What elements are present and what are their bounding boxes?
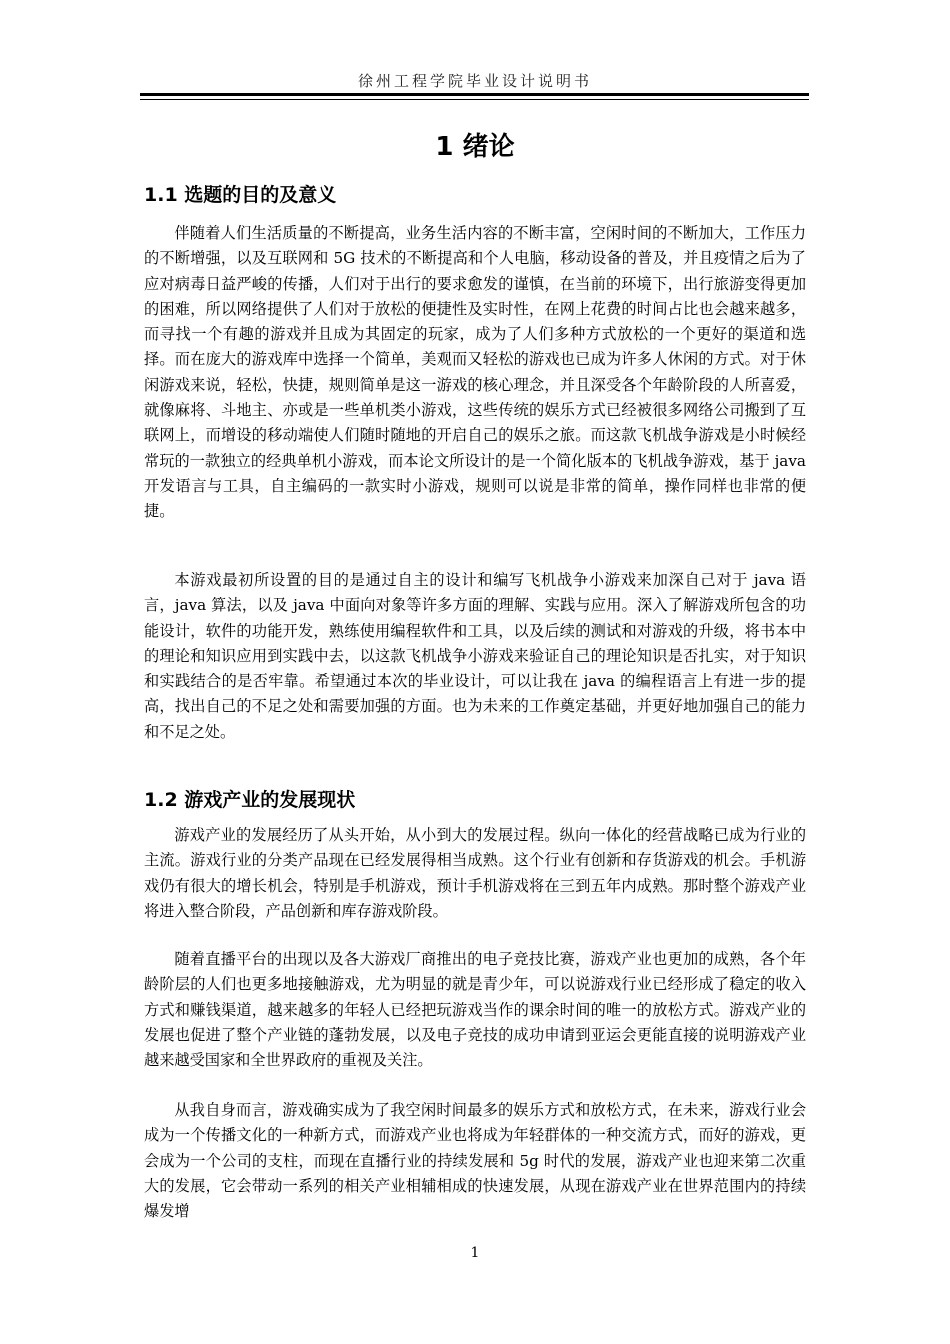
page-number: 1 xyxy=(470,1245,480,1261)
running-header: 徐州工程学院毕业设计说明书 xyxy=(357,72,592,90)
body-paragraph: 从我自身而言，游戏确实成为了我空闲时间最多的娱乐方式和放松方式，在未来，游戏行业会成为一个传播文化的一种新方式，而游戏产业也将成为年轻群体的一种交流方式，而好的游戏，更会成为一个公司的支柱，而现在直播行业的持续发展和 5g 时代的发展，游戏产业也迎来第二次重大的发展，它会带动一系列的相关产业相辅相成的快速发展，从现在游戏产业在世界范围内的持续爆发增 xyxy=(144,1101,806,1221)
section-heading-1-2: 1.2 游戏产业的发展现状 xyxy=(144,789,356,811)
chapter-title: 1 绪论 xyxy=(435,132,515,162)
section-heading-1-1: 1.1 选题的目的及意义 xyxy=(144,184,337,206)
body-paragraph: 游戏产业的发展经历了从头开始，从小到大的发展过程。纵向一体化的经营战略已成为行业的主流。游戏行业的分类产品现在已经发展得相当成熟。这个行业有创新和存货游戏的机会。手机游戏仍有很大的增长机会，特别是手机游戏，预计手机游戏将在三到五年内成熟。那时整个游戏产业将进入整合阶段，产品创新和库存游戏阶段。 xyxy=(144,826,806,920)
body-paragraph: 随着直播平台的出现以及各大游戏厂商推出的电子竞技比赛，游戏产业也更加的成熟，各个年龄阶层的人们也更多地接触游戏，尤为明显的就是青少年，可以说游戏行业已经形成了稳定的收入方式和赚钱渠道，越来越多的年轻人已经把玩游戏当作的课余时间的唯一的放松方式。游戏产业的发展也促进了整个产业链的蓬勃发展，以及电子竞技的成功申请到亚运会更能直接的说明游戏产业越来越受国家和全世界政府的重视及关注。 xyxy=(144,950,806,1070)
body-paragraph: 本游戏最初所设置的目的是通过自主的设计和编写飞机战争小游戏来加深自己对于 java 语言，java 算法，以及 java 中面向对象等许多方面的理解、实践与应用。深入了解游戏所包含的功能设计，软件的功能开发，熟练使用编程软件和工具，以及后续的测试和对游戏的升级，将书本中的理论和知识应用到实践中去，以这款飞机战争小游戏来验证自己的理论知识是否扎实，对于知识和实践结合的是否牢靠。希望通过本次的毕业设计，可以让我在 java 的编程语言上有进一步的提高，找出自己的不足之处和需要加强的方面。也为未来的工作奠定基础，并更好地加强自己的能力和不足之处。 xyxy=(144,571,806,741)
header-rule-thick xyxy=(140,93,809,96)
body-paragraph: 伴随着人们生活质量的不断提高，业务生活内容的不断丰富，空闲时间的不断加大，工作压力的不断增强，以及互联网和 5G 技术的不断提高和个人电脑，移动设备的普及，并且疫情之后为了应对病毒日益严峻的传播，人们对于出行的要求愈发的谨慎，在当前的环境下，出行旅游变得更加的困难，所以网络提供了人们对于放松的便捷性及实时性，在网上花费的时间占比也会越来越多，而寻找一个有趣的游戏并且成为其固定的玩家，成为了人们多种方式放松的一个更好的渠道和选择。而在庞大的游戏库中选择一个简单，美观而又轻松的游戏也已成为许多人休闲的方式。对于休闲游戏来说，轻松，快捷，规则简单是这一游戏的核心理念，并且深受各个年龄阶段的人所喜爱，就像麻将、斗地主、亦或是一些单机类小游戏，这些传统的娱乐方式已经被很多网络公司搬到了互联网上，而增设的移动端使人们随时随地的开启自己的娱乐之旅。而这款飞机战争游戏是小时候经常玩的一款独立的经典单机小游戏，而本论文所设计的是一个简化版本的飞机战争游戏，基于 java 开发语言与工具，自主编码的一款实时小游戏，规则可以说是非常的简单，操作同样也非常的便捷。 xyxy=(144,224,806,521)
header-rule-thin xyxy=(140,99,809,100)
